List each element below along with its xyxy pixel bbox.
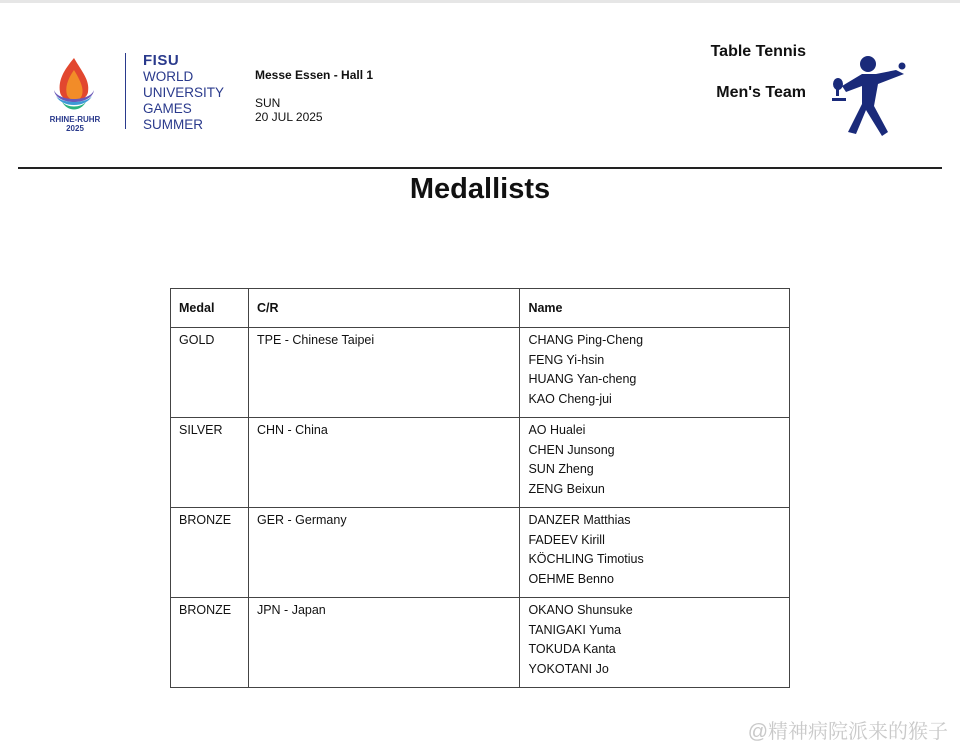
logo-divider <box>125 53 126 129</box>
athlete-name: FADEEV Kirill <box>528 532 605 547</box>
names-cell <box>520 508 790 598</box>
sport-title: Table Tennis <box>710 43 806 60</box>
date-block <box>255 96 323 124</box>
medal-cell: GOLD <box>171 328 249 418</box>
games-flame-logo-icon <box>46 50 102 120</box>
names-cell <box>520 328 790 418</box>
date-label: 20 JUL 2025 <box>255 110 323 124</box>
athlete-name: AO Hualei <box>528 423 586 437</box>
athlete-name: KÖCHLING Timotius <box>528 552 644 566</box>
athlete-name: CHEN Junsong <box>528 442 615 457</box>
table-row <box>171 328 790 418</box>
table-tennis-player-icon <box>826 52 910 142</box>
table-row <box>171 418 790 508</box>
fisu-wordmark: FISU WORLD UNIVERSITY GAMES SUMMER <box>143 52 225 132</box>
page-title: Medallists <box>409 173 551 205</box>
logo-city-text: RHINE-RUHR 2025 <box>49 115 101 133</box>
names-cell <box>520 418 790 508</box>
table-row <box>171 508 790 598</box>
names-cell <box>520 598 790 688</box>
column-header-name: Name <box>520 289 790 328</box>
athlete-name: YOKOTANI Jo <box>528 661 609 676</box>
medallists-table <box>170 288 790 688</box>
athlete-name: HUANG Yan-cheng <box>528 372 637 386</box>
athlete-name: OEHME Benno <box>528 571 614 586</box>
medal-cell: SILVER <box>171 418 249 508</box>
column-header-cr: C/R <box>248 289 519 328</box>
event-title: Men's Team <box>716 84 806 101</box>
header-divider <box>18 167 942 169</box>
athlete-name: DANZER Matthias <box>528 513 631 527</box>
medal-cell: BRONZE <box>171 598 249 688</box>
country-cell: JPN - Japan <box>248 598 519 688</box>
athlete-name: FENG Yi-hsin <box>528 352 605 367</box>
watermark-text: @精神病院派来的猴子 <box>747 721 948 743</box>
table-header-row <box>171 289 790 328</box>
column-header-medal: Medal <box>171 289 249 328</box>
athlete-name: KAO Cheng-jui <box>528 391 612 406</box>
athlete-name: SUN Zheng <box>528 462 594 476</box>
athlete-name: OKANO Shunsuke <box>528 603 633 617</box>
country-cell: GER - Germany <box>248 508 519 598</box>
country-cell: CHN - China <box>248 418 519 508</box>
day-label: SUN <box>255 96 281 110</box>
athlete-name: ZENG Beixun <box>528 481 605 496</box>
athlete-name: TOKUDA Kanta <box>528 642 616 656</box>
medal-cell: BRONZE <box>171 508 249 598</box>
athlete-name: CHANG Ping-Cheng <box>528 333 644 347</box>
table-row <box>171 598 790 688</box>
athlete-name: TANIGAKI Yuma <box>528 622 622 637</box>
country-cell: TPE - Chinese Taipei <box>248 328 519 418</box>
venue-label: Messe Essen - Hall 1 <box>255 68 374 82</box>
top-edge <box>0 0 960 3</box>
